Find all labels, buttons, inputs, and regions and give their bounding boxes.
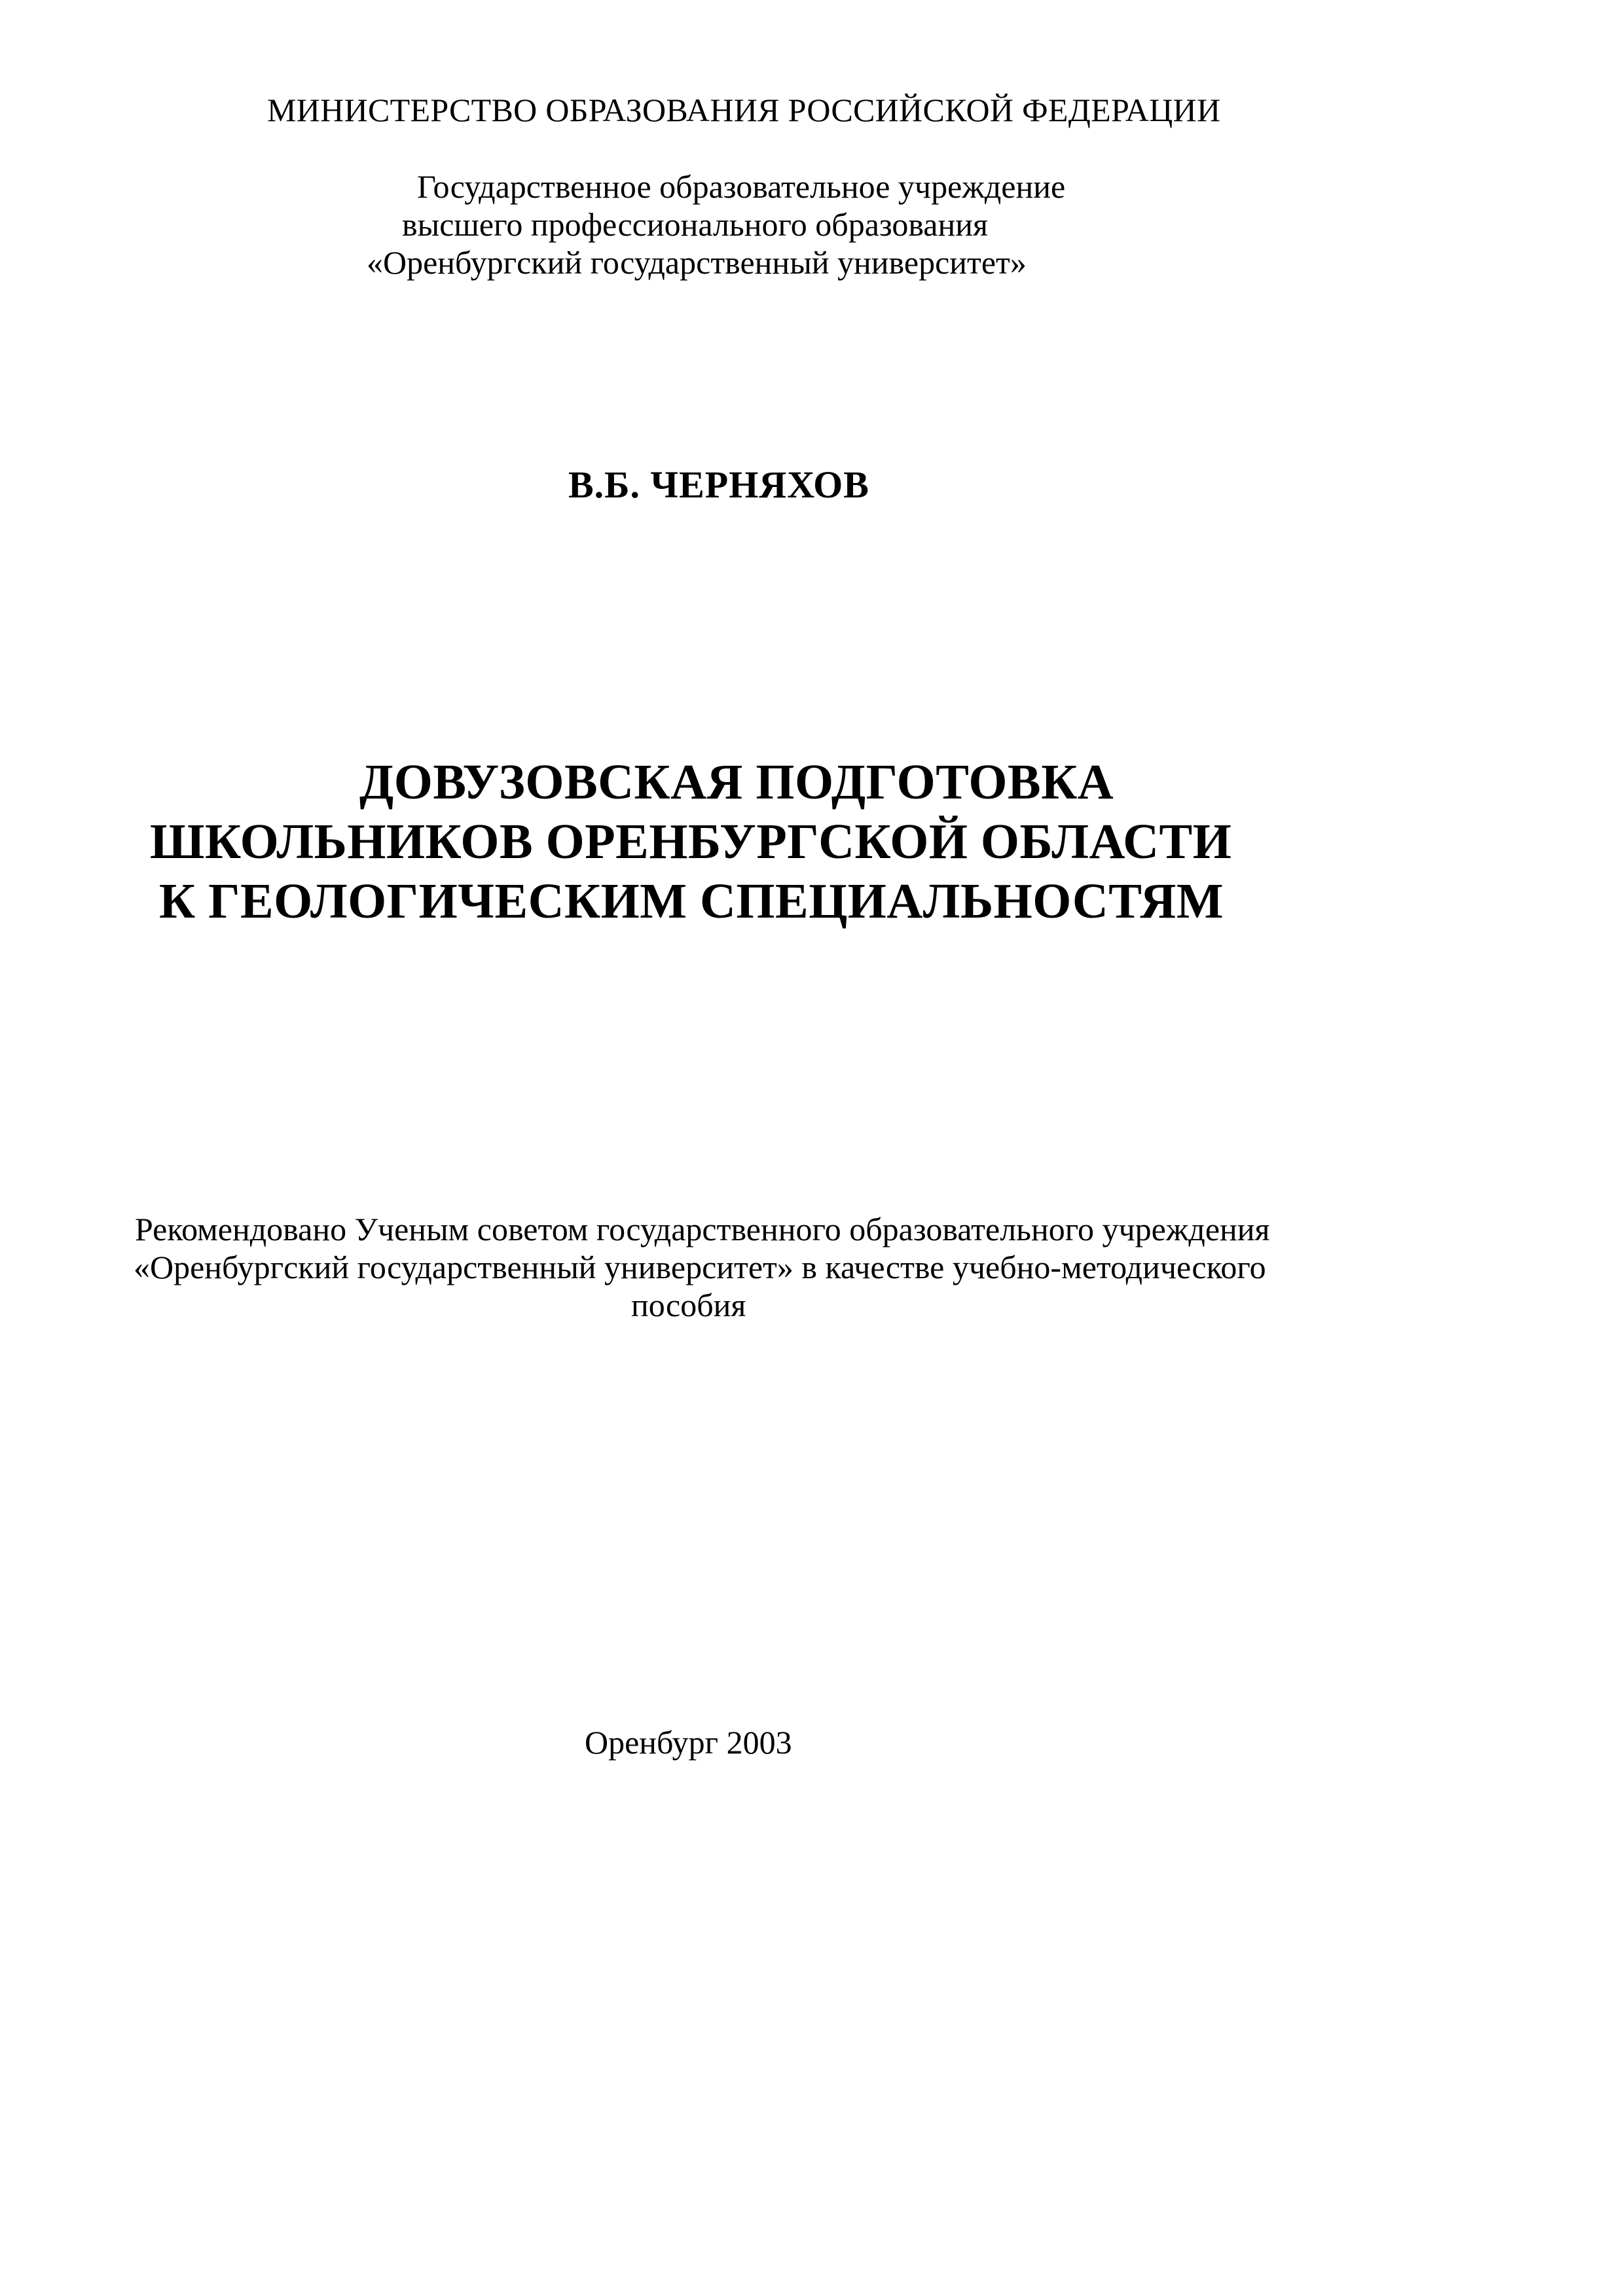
author-name: В.Б. ЧЕРНЯХОВ	[568, 463, 869, 506]
ministry-heading: МИНИСТЕРСТВО ОБРАЗОВАНИЯ РОССИЙСКОЙ ФЕДЕРАЦИИ	[267, 92, 1221, 128]
recommendation-line-3: пособия	[631, 1287, 746, 1323]
book-title-line-1: ДОВУЗОВСКАЯ ПОДГОТОВКА	[359, 755, 1114, 810]
institution-line-1: Государственное образовательное учреждение	[417, 168, 1066, 205]
book-title-line-3: К ГЕОЛОГИЧЕСКИМ СПЕЦИАЛЬНОСТЯМ	[159, 874, 1224, 929]
recommendation-line-1: Рекомендовано Ученым советом государственного образовательного учреждения	[135, 1211, 1270, 1247]
city-year: Оренбург 2003	[585, 1724, 792, 1761]
institution-line-3: «Оренбургский государственный университет»	[367, 244, 1027, 281]
recommendation-line-2: «Оренбургский государственный университет» в качестве учебно-методического	[134, 1249, 1266, 1285]
book-title-line-2: ШКОЛЬНИКОВ ОРЕНБУРГСКОЙ ОБЛАСТИ	[150, 814, 1232, 869]
institution-line-2: высшего профессионального образования	[402, 206, 988, 243]
